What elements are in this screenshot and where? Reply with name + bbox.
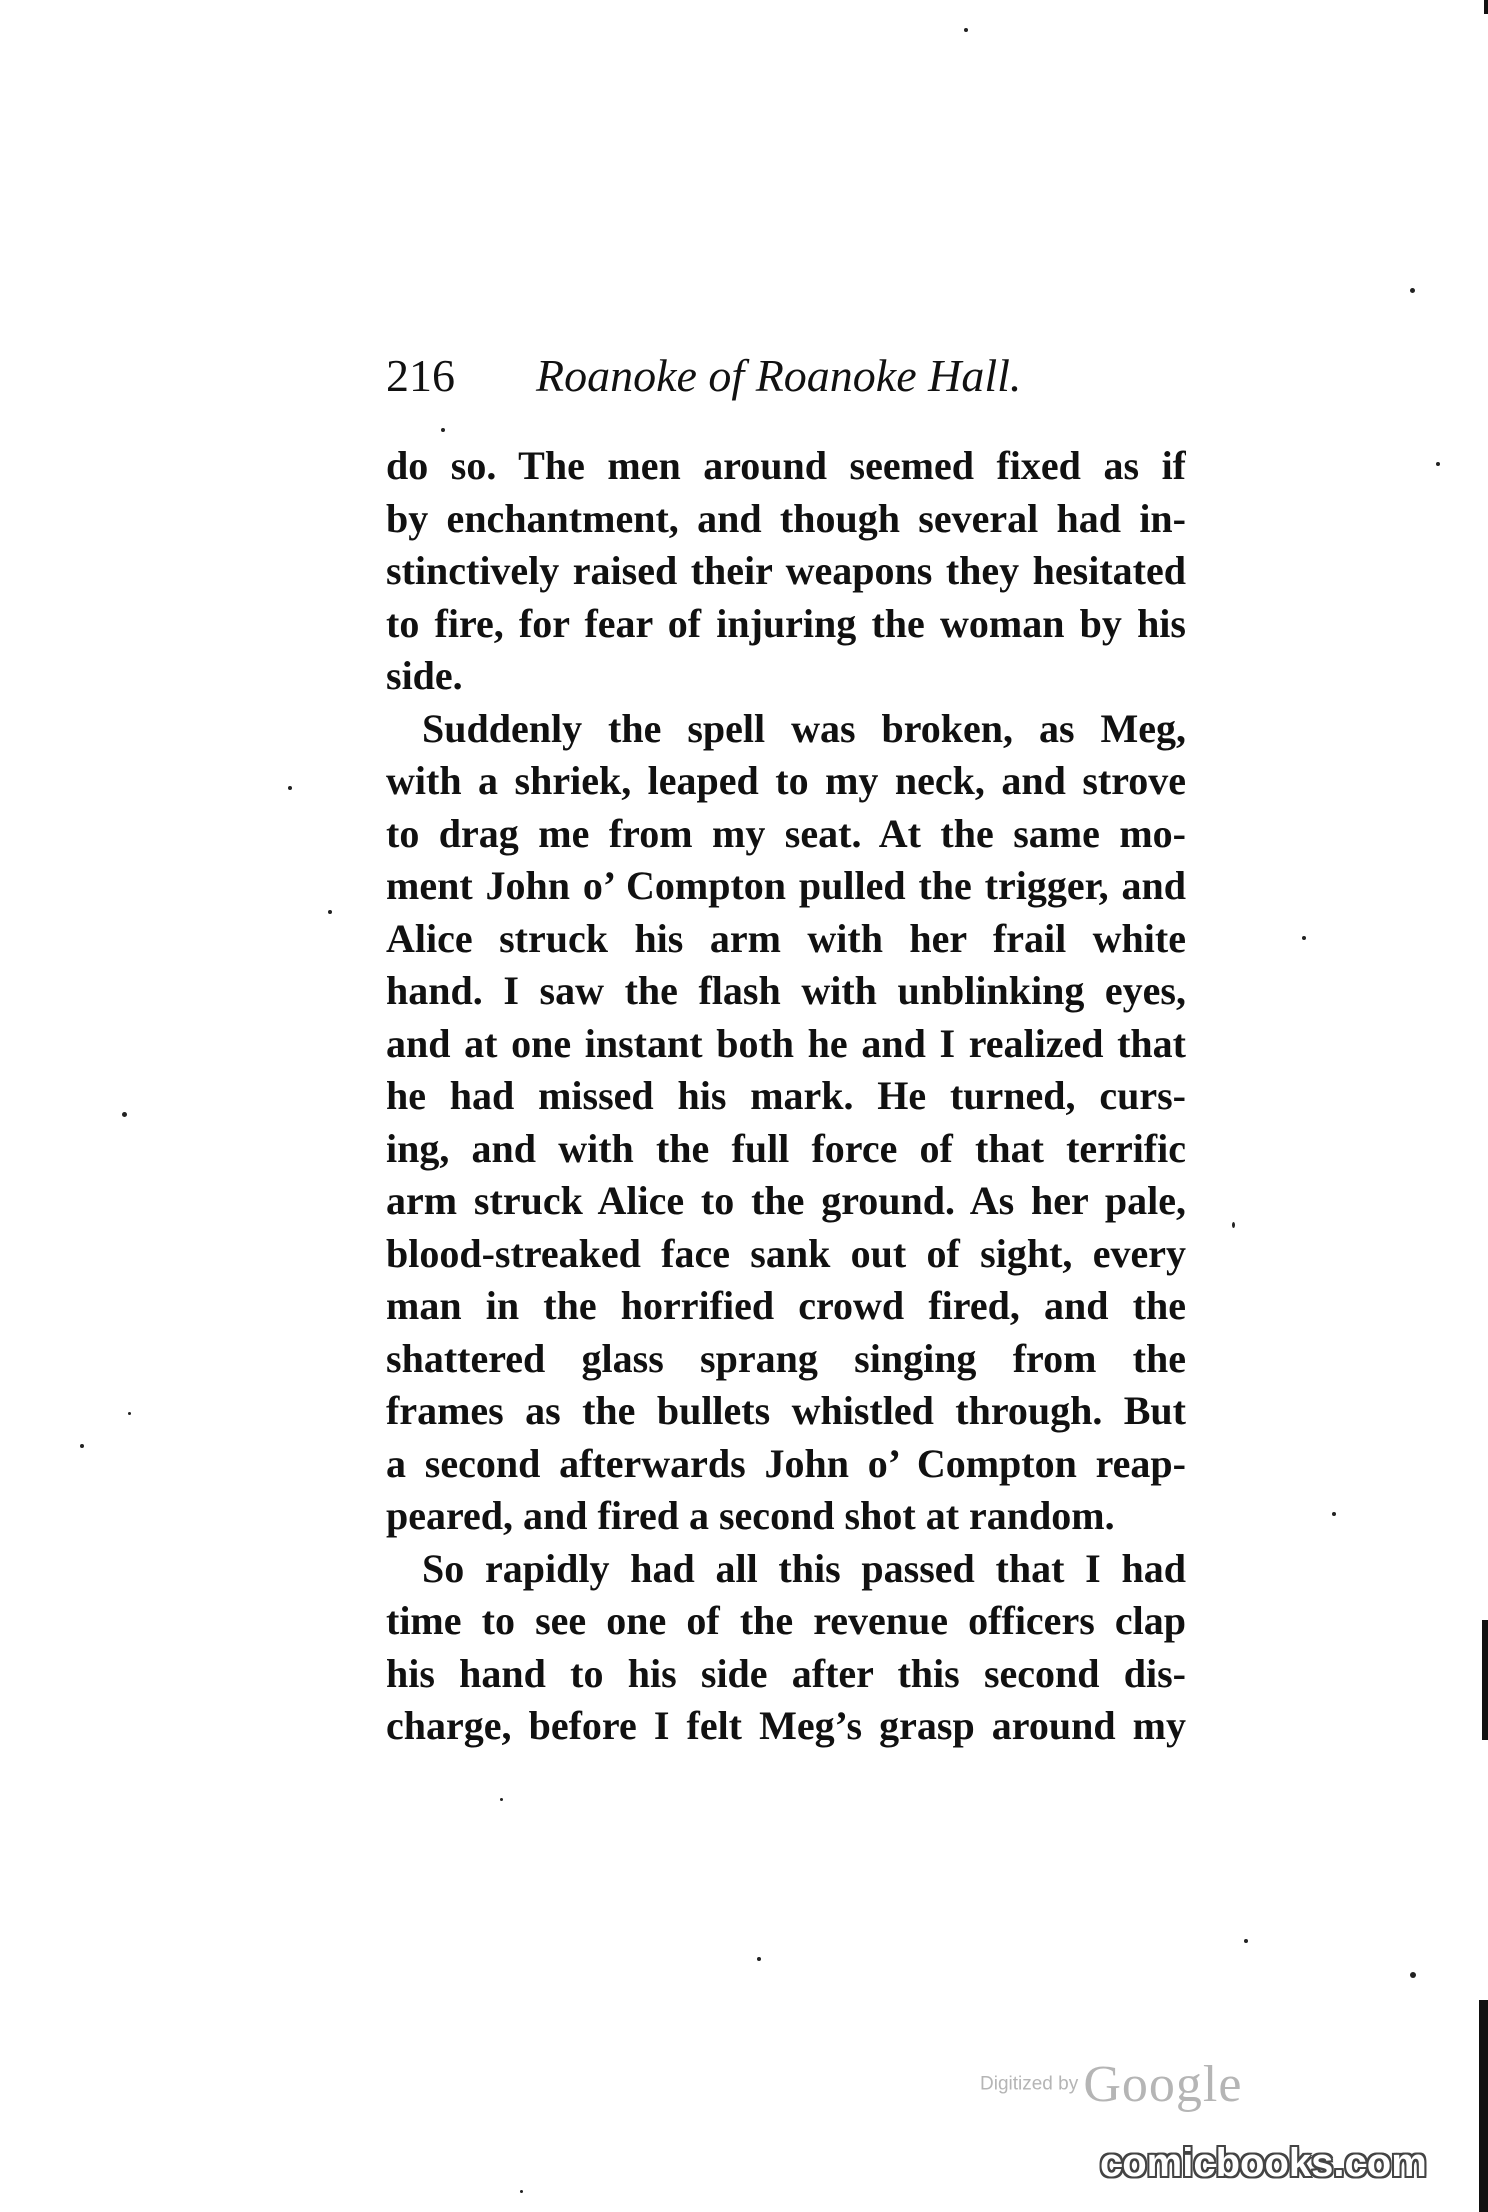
text-line: he had missed his mark. He turned, curs- xyxy=(386,1073,1186,1118)
text-line: charge, before I felt Meg’s grasp around my xyxy=(386,1703,1186,1748)
text-line: side. xyxy=(386,653,463,698)
book-title: Roanoke of Roanoke Hall. xyxy=(536,350,1022,401)
text-line: frames as the bullets whistled through. But xyxy=(386,1388,1186,1433)
text-line: stinctively raised their weapons they hesitated xyxy=(386,548,1186,593)
text-line: shattered glass sprang singing from the xyxy=(386,1335,1186,1381)
text-line: a second afterwards John o’ Compton reap- xyxy=(386,1440,1186,1486)
text-line: arm struck Alice to the ground. As her pale, xyxy=(386,1178,1186,1223)
scan-speck xyxy=(757,1957,761,1961)
text-line: Alice struck his arm with her frail white xyxy=(386,915,1186,961)
scan-speck xyxy=(1244,1939,1248,1943)
text-line: with a shriek, leaped to my neck, and strove xyxy=(386,758,1186,803)
text-line: by enchantment, and though several had in- xyxy=(386,495,1186,541)
text-line: blood-streaked face sank out of sight, every xyxy=(386,1230,1186,1276)
running-head xyxy=(386,346,1186,406)
digitized-by-google-mark xyxy=(980,2055,1300,2125)
digitized-prefix: Digitized by xyxy=(980,2073,1079,2095)
text-line: his hand to his side after this second dis- xyxy=(386,1650,1186,1696)
text-line: to fire, for fear of injuring the woman by his xyxy=(386,600,1186,646)
page-edge-mark xyxy=(1479,2000,1488,2212)
watermark: comicbooks.com xyxy=(1100,2141,1427,2185)
text-line: and at one instant both he and I realized that xyxy=(386,1020,1186,1066)
scan-speck xyxy=(520,2190,523,2193)
text-line: ing, and with the full force of that terrific xyxy=(386,1125,1186,1171)
scan-speck xyxy=(128,1412,131,1415)
scan-speck xyxy=(288,786,292,790)
scan-speck xyxy=(80,1444,84,1448)
body-text xyxy=(386,440,1186,1753)
google-logo: Google xyxy=(1083,2056,1243,2113)
scan-speck xyxy=(1302,936,1306,940)
page-edge-mark xyxy=(1482,1620,1488,1740)
scan-speck xyxy=(1410,1972,1416,1978)
text-line: ment John o’ Compton pulled the trigger, and xyxy=(386,863,1186,908)
text-line: hand. I saw the flash with unblinking eyes, xyxy=(386,968,1186,1013)
scan-speck xyxy=(1232,1222,1235,1228)
scan-speck xyxy=(500,1798,503,1801)
scan-speck xyxy=(328,910,332,914)
text-line: man in the horrified crowd fired, and the xyxy=(386,1283,1186,1328)
scan-speck xyxy=(1436,462,1440,466)
scan-speck xyxy=(1410,288,1415,293)
text-line: do so. The men around seemed fixed as if xyxy=(386,443,1186,488)
page-number: 216 xyxy=(386,350,455,401)
scan-speck xyxy=(964,28,968,32)
text-line: So rapidly had all this passed that I had xyxy=(422,1545,1186,1591)
text-line: Suddenly the spell was broken, as Meg, xyxy=(422,705,1186,751)
page-edge-mark xyxy=(1484,0,1488,14)
text-line: to drag me from my seat. At the same mo- xyxy=(386,810,1186,856)
text-line: time to see one of the revenue officers clap xyxy=(386,1598,1186,1643)
scan-speck xyxy=(1332,1512,1336,1516)
scan-speck xyxy=(122,1112,127,1117)
text-line: peared, and fired a second shot at random. xyxy=(386,1493,1115,1538)
scan-speck xyxy=(441,428,445,432)
